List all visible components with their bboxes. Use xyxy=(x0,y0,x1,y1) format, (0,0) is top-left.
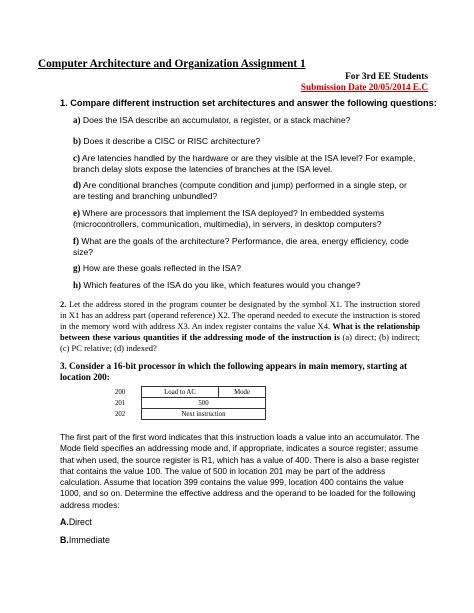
document-title: Computer Architecture and Organization Assignment 1 xyxy=(38,58,306,70)
question-1h xyxy=(73,280,418,291)
question-3-paragraph: The first part of the first word indicates that this instruction loads a value into an accumulator. The Mode field specifies an addressing mode and, if appropriate, indicates a source register; assume that when used, the source register is R1, which has a value of 400. There is also a base register that contains the value 100. The value of 500 in location 201 may be part of the address calculation. Assume that location 399 contains the value 999, location 400 contains the value 1000, and so on. Determine the effective address and the operand to be loaded for the following address modes: xyxy=(60,432,420,510)
item-marker: g) xyxy=(73,263,81,273)
item-text: Does the ISA describe an accumulator, a register, or a stack machine? xyxy=(82,115,351,125)
item-text: How are these goals reflected in the ISA? xyxy=(82,263,242,273)
item-text: Which features of the ISA do you like, which features would you change? xyxy=(83,280,361,290)
item-text: What are the goals of the architecture? Performance, die area, energy efficiency, code size? xyxy=(73,236,409,257)
memory-address: 201 xyxy=(115,399,126,407)
operand-cell: 500 xyxy=(142,398,266,409)
memory-row xyxy=(111,409,266,420)
question-2-tail: (a) direct; (b) indirect; (c) PC relative; (d) indexed? xyxy=(60,332,420,354)
option-text: Direct xyxy=(68,517,92,527)
mode-cell: Mode xyxy=(219,387,266,398)
question-1b xyxy=(73,136,418,147)
option-a xyxy=(60,517,92,527)
question-1e xyxy=(73,208,418,230)
item-text: Where are processors that implement the ISA deployed? In embedded systems (microcontrollers, communication, multimedia), in servers, in desktop computers? xyxy=(73,208,385,229)
question-2-text: Let the address stored in the program counter be designated by the symbol X1. The instruction stored in X1 has an address part (operand reference) X2. The operand needed to execute the instruction is stored in the memory word with address X3. An index register contains the value X4. xyxy=(60,299,421,332)
item-marker: a) xyxy=(73,115,81,125)
item-marker: h) xyxy=(73,280,82,290)
option-marker: B. xyxy=(60,535,69,545)
item-text: Are latencies handled by the hardware or are they visible at the ISA level? For example, branch delay slots expose the latencies of branches at the ISA level. xyxy=(73,153,416,174)
item-text: Does it describe a CISC or RISC architecture? xyxy=(83,136,261,146)
next-instruction-cell: Next instruction xyxy=(142,409,266,420)
item-marker: c) xyxy=(73,153,80,163)
memory-table xyxy=(111,386,266,420)
question-3-heading: 3. Consider a 16-bit processor in which the following appears in main memory, starting at location 200: xyxy=(60,361,408,383)
item-text: Are conditional branches (compute condition and jump) performed in a single step, or are testing and branching unbundled? xyxy=(73,180,407,201)
item-marker: b) xyxy=(73,136,82,146)
option-marker: A. xyxy=(60,517,69,527)
opcode-cell: Load to AC xyxy=(142,387,219,398)
question-1f xyxy=(73,236,418,258)
question-1-heading: 1. Compare different instruction set architectures and answer the following questions: xyxy=(60,98,437,108)
memory-address: 202 xyxy=(115,410,126,418)
question-2-marker: 2. xyxy=(60,299,67,309)
submission-date: Submission Date 20/05/2014 E.C xyxy=(300,82,428,92)
memory-row xyxy=(111,387,266,398)
option-text: Immediate xyxy=(68,535,110,545)
question-1g xyxy=(73,263,418,274)
option-b xyxy=(60,535,110,545)
audience-label: For 3rd EE Students xyxy=(345,72,428,82)
memory-address: 200 xyxy=(115,388,126,396)
question-1c xyxy=(73,153,418,175)
item-marker: f) xyxy=(73,236,79,246)
question-2 xyxy=(60,299,420,354)
question-1d xyxy=(73,180,418,202)
question-1a xyxy=(73,115,418,126)
item-marker: e) xyxy=(73,208,80,218)
item-marker: d) xyxy=(73,180,82,190)
memory-row xyxy=(111,398,266,409)
question-2-bold-text: What is the relationship between these various quantities if the addressing mode of the instruction is xyxy=(60,321,420,343)
